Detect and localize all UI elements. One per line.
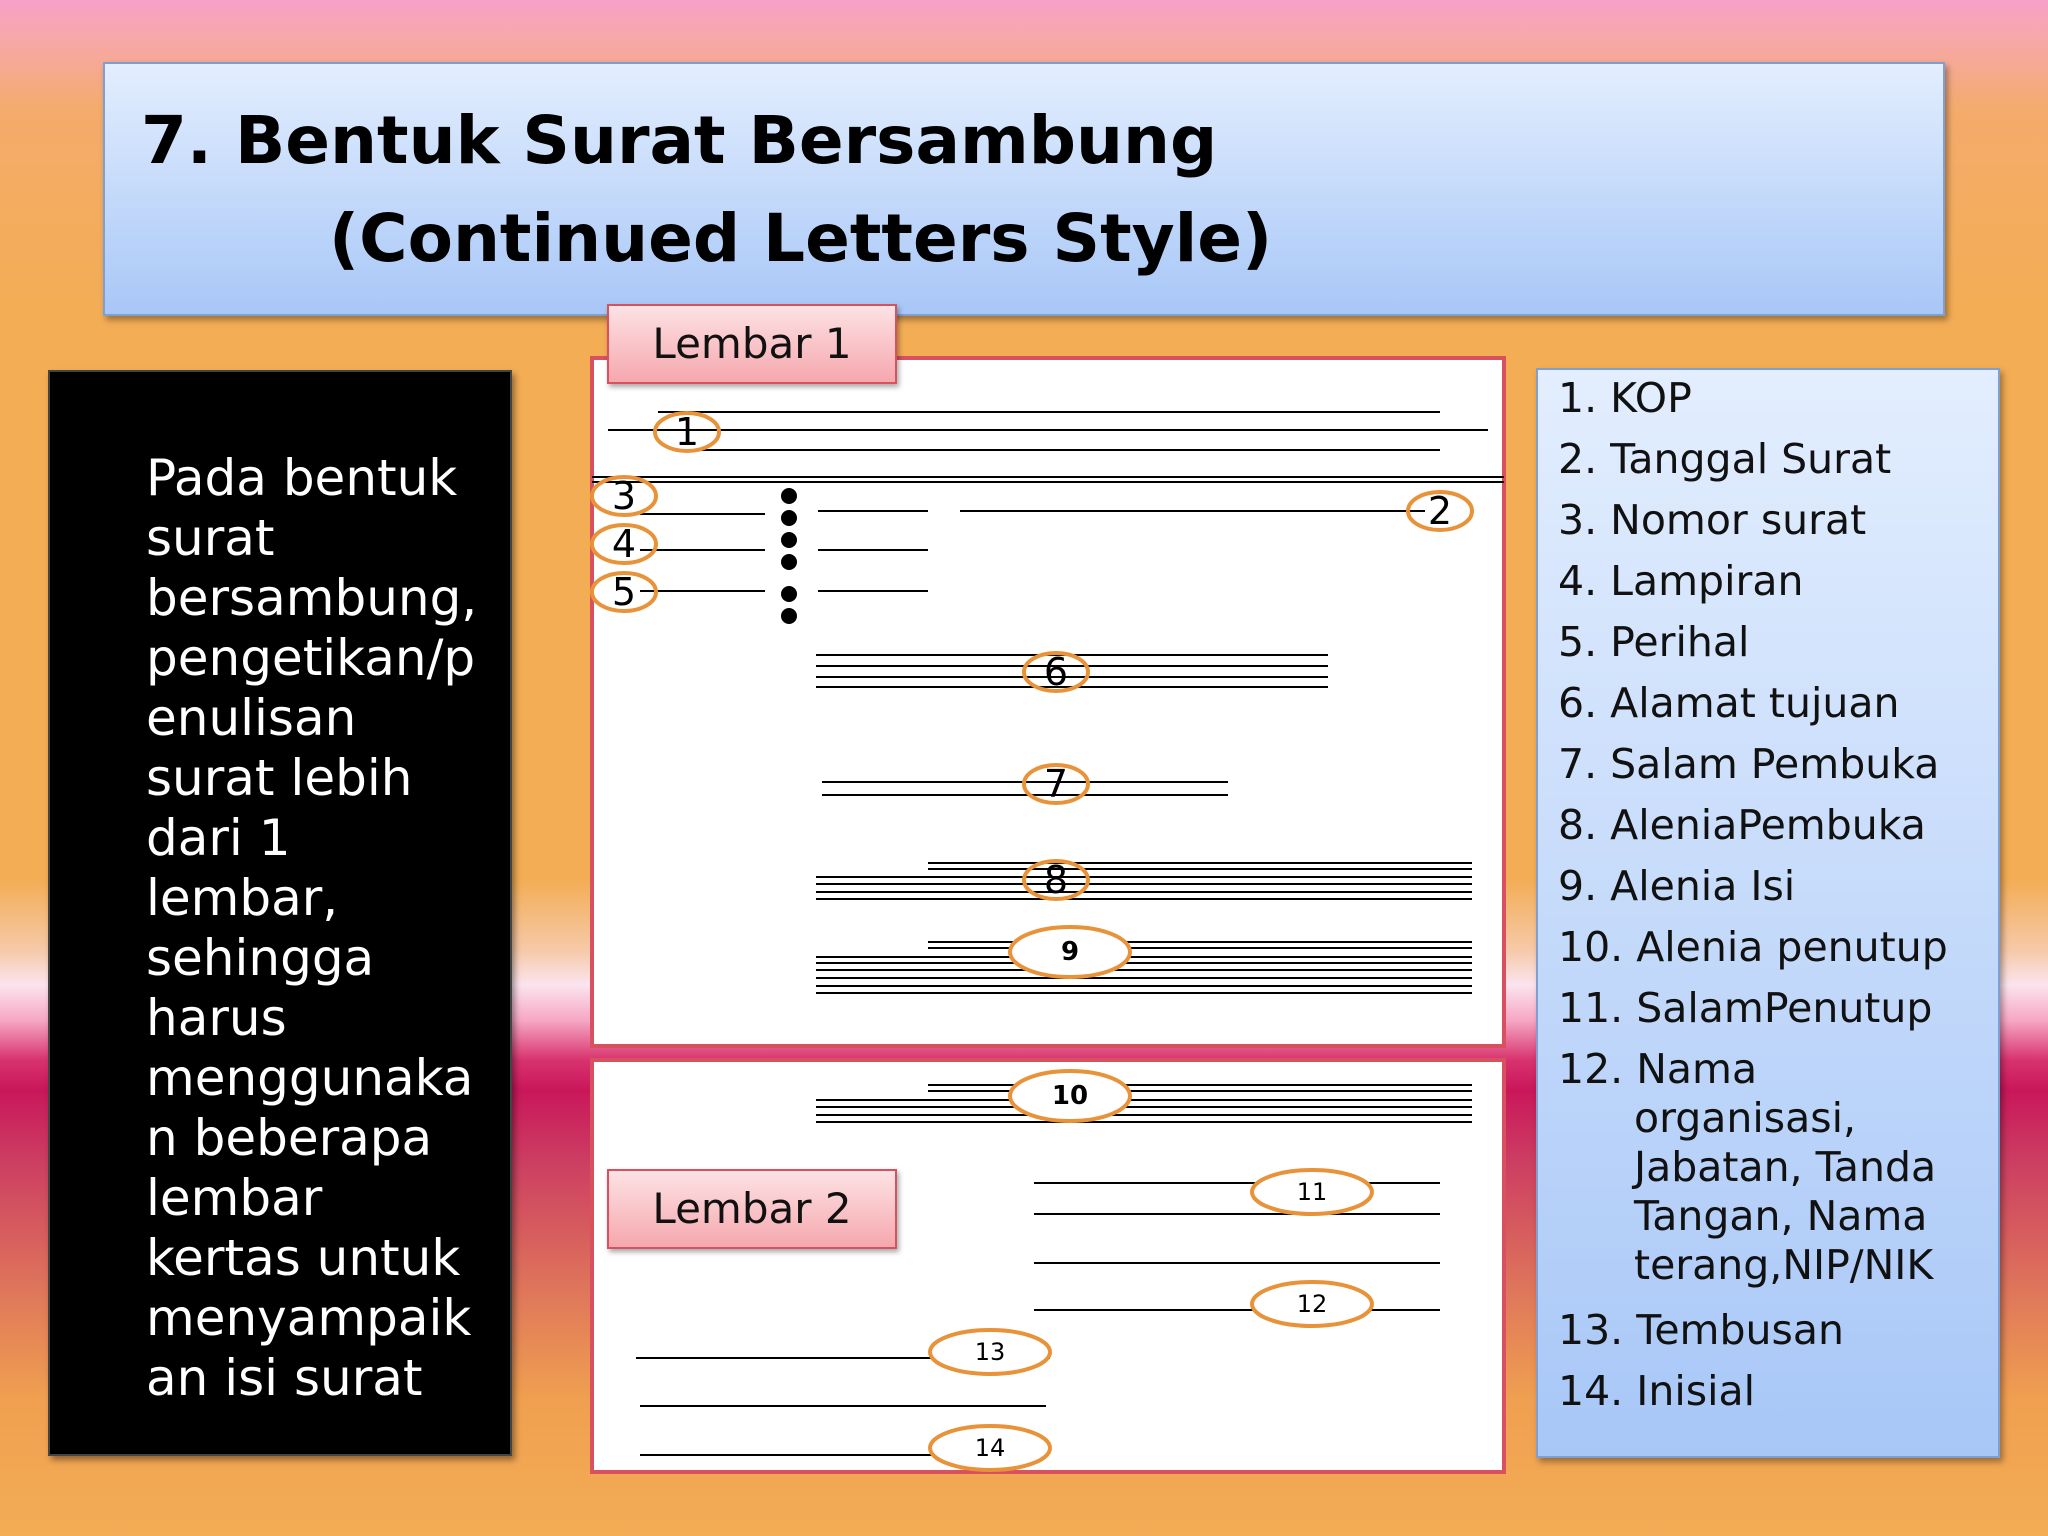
marker-14 (930, 1426, 1050, 1470)
marker-3 (592, 474, 656, 518)
sheet-2-label: Lembar 2 (607, 1169, 897, 1249)
description-line: surat lebih (146, 749, 413, 807)
colon-dot (781, 586, 797, 602)
legend-item-label: 8. AleniaPembuka (1558, 801, 1926, 849)
legend-item (1558, 984, 1932, 1033)
legend-item-label: 4. Lampiran (1558, 557, 1804, 605)
legend-item (1558, 801, 1926, 850)
marker-8 (1024, 858, 1088, 902)
sheet-1-label: Lembar 1 (607, 304, 897, 384)
marker-label: 6 (1043, 650, 1069, 694)
legend-item (1558, 496, 1866, 545)
marker-label: 1 (674, 410, 700, 454)
colon-dot (781, 488, 797, 504)
legend-item-continuation: terang,NIP/NIK (1634, 1241, 1934, 1289)
marker-label: 2 (1427, 489, 1453, 533)
marker-label: 11 (1296, 1178, 1328, 1206)
marker-label: 7 (1043, 762, 1069, 806)
legend-item-label: 3. Nomor surat (1558, 496, 1867, 544)
marker-9 (1010, 927, 1130, 977)
legend-panel (1536, 368, 2000, 1458)
legend-item-label: 10. Alenia penutup (1558, 923, 1948, 971)
marker-12 (1252, 1282, 1372, 1326)
description-line: harus (146, 989, 287, 1047)
description-line: bersambung, (146, 569, 478, 627)
description-line: Pada bentuk (146, 449, 458, 507)
legend-item (1558, 1045, 1936, 1290)
marker-1 (655, 410, 719, 454)
legend-item (1558, 1367, 1755, 1416)
legend-item-label: 7. Salam Pembuka (1558, 740, 1940, 788)
marker-10 (1010, 1071, 1130, 1121)
marker-4 (592, 522, 656, 566)
description-line: an isi surat (146, 1349, 423, 1407)
marker-label: 9 (1060, 937, 1080, 967)
marker-13 (930, 1330, 1050, 1374)
legend-item (1558, 923, 1948, 972)
colon-dot (781, 510, 797, 526)
legend-item-continuation: Jabatan, Tanda (1634, 1143, 1937, 1191)
description-line: kertas untuk (146, 1229, 461, 1287)
description-line: dari 1 (146, 809, 291, 867)
legend-item (1558, 679, 1899, 728)
marker-label: 12 (1296, 1290, 1328, 1318)
legend-item-label: 13. Tembusan (1558, 1306, 1844, 1354)
legend-item (1558, 435, 1891, 484)
marker-label: 8 (1043, 858, 1069, 902)
legend-item-label: 6. Alamat tujuan (1558, 679, 1900, 727)
legend-item-label: 12. Nama (1558, 1045, 1758, 1093)
marker-11 (1252, 1170, 1372, 1214)
legend-item (1558, 862, 1795, 911)
description-line: menyampaik (146, 1289, 472, 1347)
marker-label: 10 (1051, 1081, 1089, 1111)
legend-item-label: 5. Perihal (1558, 618, 1750, 666)
legend-item (1558, 1306, 1844, 1355)
description-line: menggunaka (146, 1049, 474, 1107)
legend-item (1558, 374, 1692, 423)
description-line: enulisan (146, 689, 357, 747)
legend-item-continuation: organisasi, (1634, 1094, 1857, 1142)
marker-7 (1024, 762, 1088, 806)
legend-item-continuation: Tangan, Nama (1634, 1192, 1928, 1240)
marker-label: 13 (974, 1338, 1006, 1366)
colon-dot (781, 532, 797, 548)
legend-item (1558, 618, 1749, 667)
legend-item (1558, 557, 1803, 606)
description-line: sehingga (146, 929, 375, 987)
legend-item-label: 11. SalamPenutup (1558, 984, 1933, 1032)
title-line-1: 7. Bentuk Surat Bersambung (141, 102, 1218, 179)
legend-item-label: 14. Inisial (1558, 1367, 1755, 1415)
description-line: lembar, (146, 869, 339, 927)
legend-item (1558, 740, 1939, 789)
description-line: n beberapa (146, 1109, 433, 1167)
marker-label: 14 (974, 1434, 1006, 1462)
marker-label: 3 (611, 474, 637, 518)
legend-item-label: 2. Tanggal Surat (1558, 435, 1892, 483)
legend-item-label: 9. Alenia Isi (1558, 862, 1796, 910)
description-line: pengetikan/p (146, 629, 476, 687)
colon-dot (781, 554, 797, 570)
description-line: lembar (146, 1169, 323, 1227)
legend-item-label: 1. KOP (1558, 374, 1692, 422)
colon-dot (781, 608, 797, 624)
description-line: surat (146, 509, 275, 567)
marker-6 (1024, 650, 1088, 694)
marker-label: 5 (611, 570, 637, 614)
marker-label: 4 (611, 522, 637, 566)
title-line-2: (Continued Letters Style) (329, 200, 1273, 277)
